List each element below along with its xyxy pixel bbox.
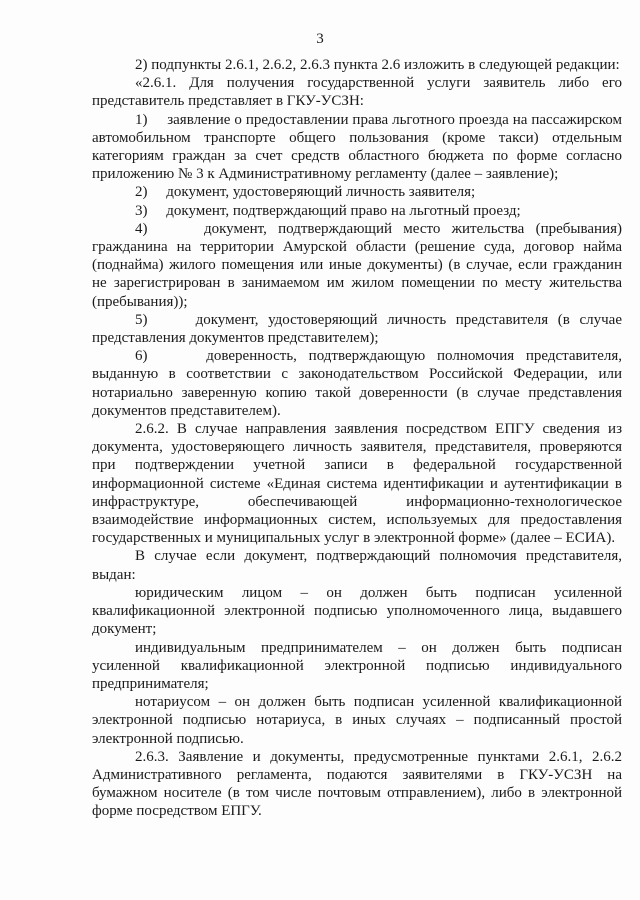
paragraph-representative-doc: В случае если документ, подтверждающий полномочия представителя, выдан: — [92, 548, 622, 583]
list-item-4: 4) документ, подтверждающий место жительства (пребывания) гражданина на территории Амурской области (решение суда, договор найма (поднайма) жилого помещения или иные документы) (в случае, если гражданин не зарегистрирован в занимаемом им жилом помещении по месту жительства (пребывания)); — [92, 220, 622, 310]
page-number: 3 — [316, 31, 324, 47]
list-item-3: 3) документ, подтверждающий право на льготный проезд; — [135, 202, 521, 219]
paragraph-notary: нотариусом – он должен быть подписан усиленной квалификационной электронной подписью нотариуса, в иных случаях – подписанный простой электронной подписью. — [92, 694, 622, 747]
paragraph-entrepreneur: индивидуальным предпринимателем – он должен быть подписан усиленной квалификационной электронной подписью индивидуального предпринимателя; — [92, 639, 622, 692]
paragraph-2-6-1: «2.6.1. Для получения государственной услуги заявитель либо его представитель представляет в ГКУ-УСЗН: — [92, 75, 622, 110]
paragraph-legal-entity: юридическим лицом – он должен быть подписан усиленной квалификационной электронной подписью уполномоченного лица, выдавшего документ; — [92, 584, 622, 638]
document-body — [92, 56, 622, 821]
paragraph-2-6-2: 2.6.2. В случае направления заявления посредством ЕПГУ сведения из документа, удостоверяющего личность заявителя, представителя, проверяются при подтверждении учетной записи в федеральной государственной информационной системе «Единая система идентификации и аутентификации в инфраструктуре, обеспечивающей информационно-технологическое взаимодействие информационных систем, используемых для предоставления государственных и муниципальных услуг в электронной форме» (далее – ЕСИА). — [92, 421, 622, 547]
list-item-1: 1) заявление о предоставлении права льготного проезда на пассажирском автомобильном транспорте общего пользования (кроме такси) отдельным категориям граждан за счет средств областного бюджета по форме согласно приложению № 3 к Административному регламенту (далее – заявление); — [92, 111, 622, 183]
list-item-2: 2) документ, удостоверяющий личность заявителя; — [135, 184, 476, 201]
paragraph-2-6-3: 2.6.3. Заявление и документы, предусмотренные пунктами 2.6.1, 2.6.2 Административного регламента, подаются заявителями в ГКУ-УСЗН на бумажном носителе (в том числе почтовым отправлением), либо в электронной форме посредством ЕПГУ. — [92, 748, 622, 820]
list-item-5: 5) документ, удостоверяющий личность представителя (в случае представления документов представителем); — [92, 311, 622, 347]
list-item-6: 6) доверенность, подтверждающую полномочия представителя, выданную в соответствии с законодательством Российской Федерации, или нотариально заверенную копию такой доверенности (в случае представления документов представителем). — [92, 348, 622, 419]
paragraph-amendment-intro: 2) подпункты 2.6.1, 2.6.2, 2.6.3 пункта 2.6 изложить в следующей редакции: — [135, 57, 620, 73]
